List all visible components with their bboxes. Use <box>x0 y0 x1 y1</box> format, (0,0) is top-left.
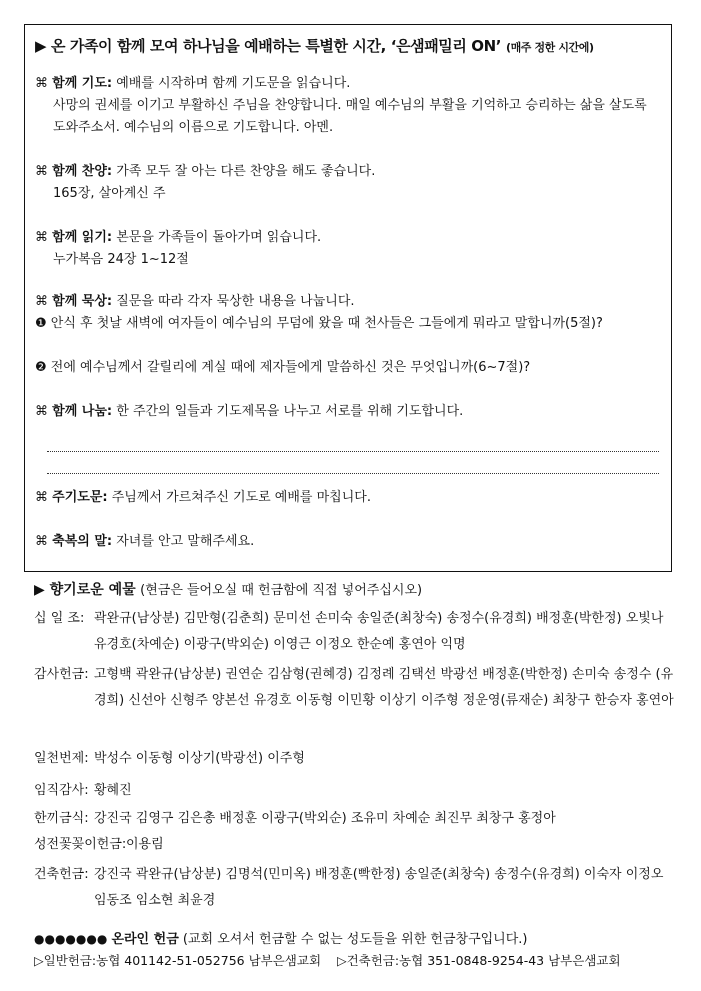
meditation-label: 함께 묵상: <box>52 294 113 309</box>
prayer-text: 예배를 시작하며 함께 기도문을 읽습니다. <box>116 76 351 91</box>
sharing-section <box>35 401 463 423</box>
offering-label: 임직감사: <box>34 783 89 798</box>
praise-section <box>35 161 375 183</box>
offering-note: (현금은 들어오실 때 헌금함에 직접 넣어주십시오) <box>140 583 423 598</box>
blessing-section <box>35 531 254 553</box>
prayer-body-2: 도와주소서. 예수님의 이름으로 기도합니다. 아멘. <box>53 120 334 135</box>
dots-icon: ●●●●●●● <box>34 932 108 946</box>
general-account: ▷일반헌금:농협 401142-51-052756 남부은샘교회 <box>34 953 322 968</box>
offering-label: 십 일 조: <box>34 611 85 626</box>
offering-label: 한끼금식: <box>34 811 89 826</box>
offering-names: 고형백 곽완규(남상분) 권연순 김삼형(권혜경) 김정례 김택선 박광선 배정훈(박한정) 손미숙 송정수 (유경희) 신선아 신형주 양본선 유경호 이동형 이민황 이상기 이주형 정운영(류재순) 최창구 한승자 홍연아 <box>94 667 674 708</box>
prayer-body-1: 사망의 권세를 이기고 부활하신 주님을 찬양합니다. 매일 예수님의 부활을 기억하고 승리하는 삶을 살도록 <box>53 98 647 113</box>
reading-section <box>35 227 321 249</box>
meditation-section <box>35 291 355 313</box>
sharing-text: 한 주간의 일들과 기도제목을 나누고 서로를 위해 기도합니다. <box>116 404 464 419</box>
blessing-label: 축복의 말: <box>52 534 113 549</box>
command-icon: ⌘ <box>35 490 48 505</box>
offering-title: ▶ 향기로운 예물 <box>34 582 136 598</box>
offering-heading <box>34 579 422 599</box>
offering-names: 강진국 김영구 김은총 배정훈 이광구(박외순) 조유미 차예순 최진무 최창구 홍정아 <box>94 811 556 826</box>
praise-body: 165장, 살아계신 주 <box>53 186 166 201</box>
offering-names: 이용림 <box>126 837 164 852</box>
online-note: (교회 오셔서 헌금할 수 없는 성도들을 위한 헌금창구입니다.) <box>182 932 528 947</box>
writing-line <box>47 473 659 474</box>
command-icon: ⌘ <box>35 164 48 179</box>
building-account: ▷건축헌금:농협 351-0848-9254-43 남부은샘교회 <box>336 953 621 968</box>
offering-names: 황혜진 <box>94 783 132 798</box>
reading-body: 누가복음 24장 1~12절 <box>53 252 189 267</box>
blessing-text: 자녀를 안고 말해주세요. <box>116 534 255 549</box>
offering-row-tithe <box>34 606 674 660</box>
reading-label: 함께 읽기: <box>52 230 113 245</box>
writing-line <box>47 451 659 452</box>
command-icon: ⌘ <box>35 404 48 419</box>
title-text: ▶ 온 가족이 함께 모여 하나님을 예배하는 특별한 시간, ‘은샘패밀리 ON’ <box>35 37 502 55</box>
offering-names: 박성수 이동형 이상기(박광선) 이주형 <box>94 751 305 766</box>
online-offering-heading <box>34 928 528 947</box>
praise-text: 가족 모두 잘 아는 다른 찬양을 해도 좋습니다. <box>116 164 376 179</box>
command-icon: ⌘ <box>35 230 48 245</box>
online-title: 온라인 헌금 <box>111 932 179 947</box>
offering-label: 건축헌금: <box>34 867 89 882</box>
sharing-label: 함께 나눔: <box>52 404 113 419</box>
offering-row-thanks <box>34 662 674 742</box>
offering-row-building <box>34 862 674 916</box>
praise-label: 함께 찬양: <box>52 164 113 179</box>
lords-prayer-text: 주님께서 가르쳐주신 기도로 예배를 마칩니다. <box>111 490 371 505</box>
lords-prayer-label: 주기도문: <box>52 490 108 505</box>
offering-label: 감사헌금: <box>34 667 89 682</box>
prayer-label: 함께 기도: <box>52 76 113 91</box>
command-icon: ⌘ <box>35 294 48 309</box>
meditation-question-1: ❶ 안식 후 첫날 새벽에 여자들이 예수님의 무덤에 왔을 때 천사들은 그들에게 뭐라고 말합니까(5절)? <box>35 316 603 331</box>
reading-text: 본문을 가족들이 돌아가며 읽습니다. <box>116 230 322 245</box>
meditation-text: 질문을 따라 각자 묵상한 내용을 나눕니다. <box>116 294 355 309</box>
family-worship-box <box>24 24 672 572</box>
offering-label: 일천번제: <box>34 751 89 766</box>
command-icon: ⌘ <box>35 534 48 549</box>
title-note: (매주 정한 시간에) <box>505 41 594 54</box>
lords-prayer-section <box>35 487 371 509</box>
bank-accounts <box>34 951 621 969</box>
offering-names: 강진국 곽완규(남상분) 김명석(민미옥) 배정훈(빡한정) 송일준(최창숙) 송정수(유경희) 이숙자 이정오 임동조 임소현 최윤경 <box>94 867 664 908</box>
family-worship-title <box>35 35 594 56</box>
offering-label: 성전꽃꽂이헌금: <box>34 837 127 852</box>
prayer-section <box>35 73 350 95</box>
command-icon: ⌘ <box>35 76 48 91</box>
offering-names: 곽완규(남상분) 김만형(김춘희) 문미선 손미숙 송일준(최창숙) 송정수(유경희) 배정훈(박한정) 오빛나 유경호(차예순) 이광구(박외순) 이영근 이정오 한순예 홍연아 익명 <box>94 611 664 652</box>
meditation-question-2: ❷ 전에 예수님께서 갈릴리에 계실 때에 제자들에게 말씀하신 것은 무엇입니까(6~7절)? <box>35 360 531 375</box>
